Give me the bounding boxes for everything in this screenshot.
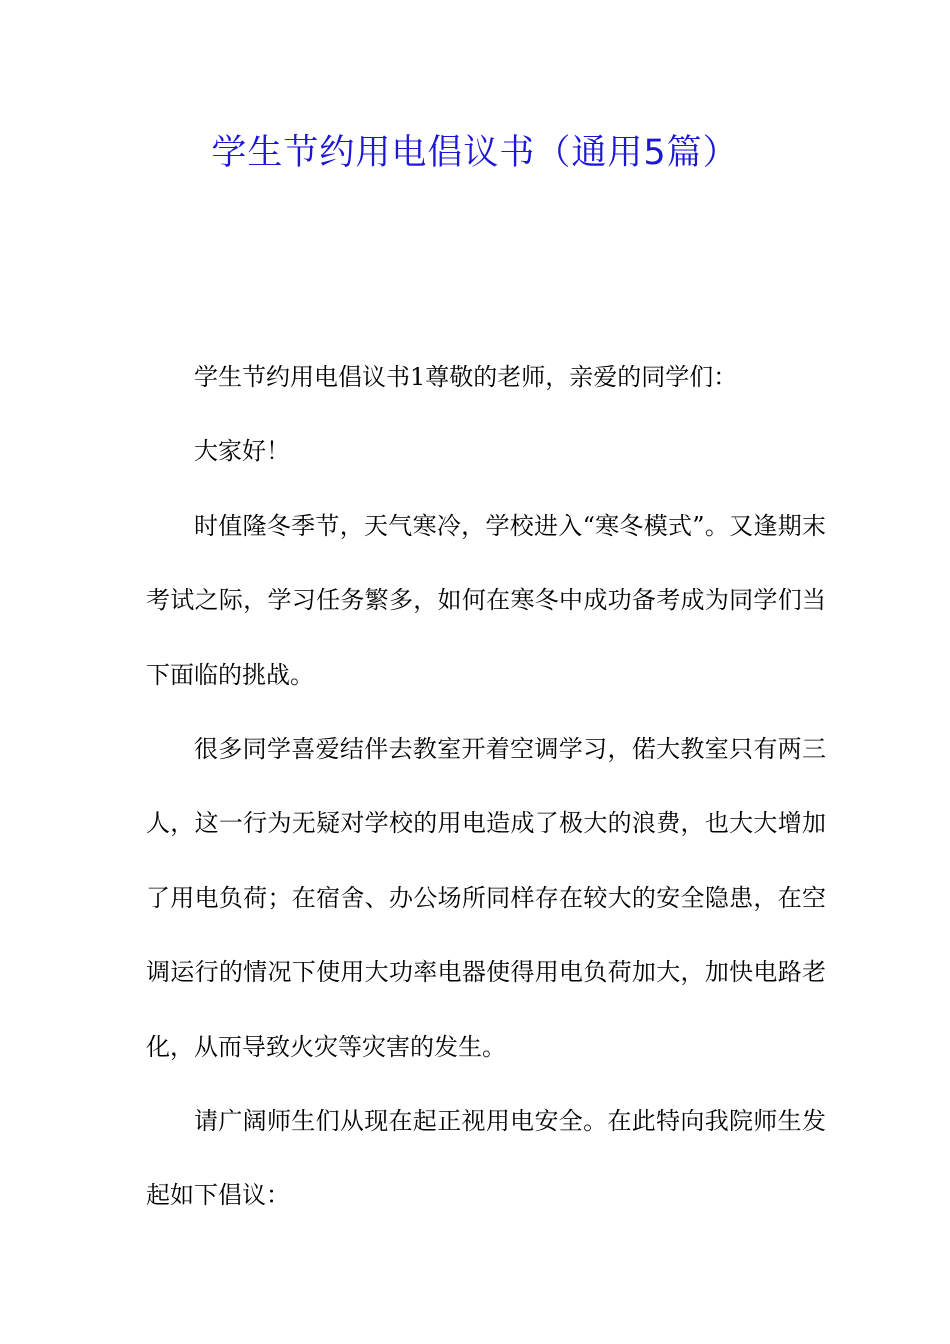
document-body (146, 340, 826, 1233)
paragraph-salutation: 学生节约用电倡议书1尊敬的老师，亲爱的同学们： (194, 363, 738, 391)
paragraph-winter-season: 时值隆冬季节，天气寒冷，学校进入“寒冬模式”。又逢期末考试之际，学习任务繁多，如何在寒冬中成功备考成为同学们当下面临的挑战。 (146, 511, 826, 689)
paragraph-electricity-waste: 很多同学喜爱结伴去教室开着空调学习，偌大教室只有两三人，这一行为无疑对学校的用电造成了极大的浪费，也大大增加了用电负荷；在宿舍、办公场所同样存在较大的安全隐患，在空调运行的情况下使用大功率电器使得用电负荷加大，加快电路老化，从而导致火灾等灾害的发生。 (146, 735, 826, 1061)
document-title: 学生节约用电倡议书（通用5篇） (211, 133, 739, 173)
paragraph-initiative: 请广阔师生们从现在起正视用电安全。在此特向我院师生发起如下倡议： (146, 1107, 826, 1210)
paragraph-greeting: 大家好！ (194, 437, 290, 466)
